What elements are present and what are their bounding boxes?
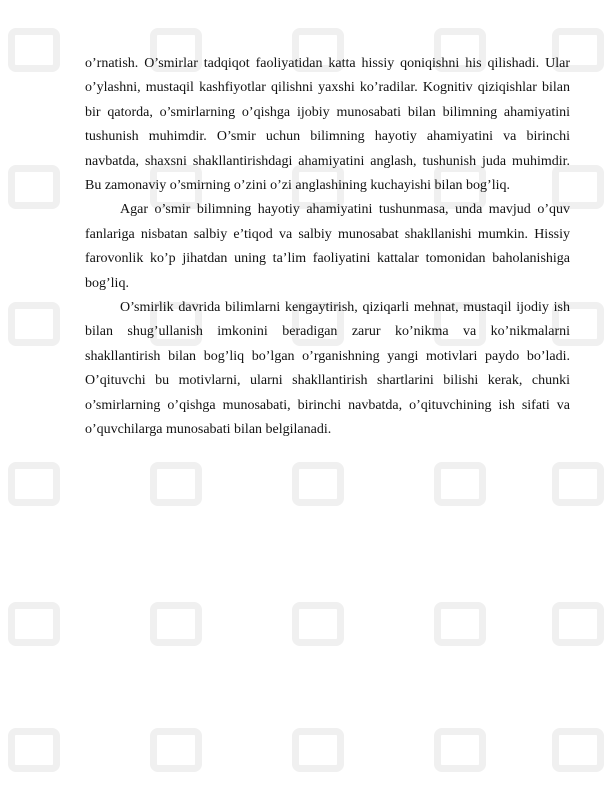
paragraph-3: O’smirlik davrida bilimlarni kengaytirish, qiziqarli mehnat, mustaqil ijodiy ish bilan shug’ullanish imkonini beradigan zarur ko’nikma va ko’nikmalarni shakllantirish bilan bog’liq bo’lgan o’rganishning yangi motivlari paydo bo’ladi. O’qituvchi bu motivlarni, ularni shakllantirish shartlarini bilishi kerak, chunki o’smirlarning o’qishga munosabati, birinchi navbatda, o’qituvchining ish sifati va o’quvchilarga munosabati bilan belgilanadi. xyxy=(85,300,570,438)
document-body xyxy=(85,52,570,443)
watermark-mark xyxy=(8,28,60,72)
paragraph-2: Agar o’smir bilimning hayotiy ahamiyatini tushunmasa, unda mavjud o’quv fanlariga nisbatan salbiy e’tiqod va salbiy munosabat shakllanishi mumkin. Hissiy farovonlik ko’p jihatdan uning ta’lim faoliyatini kattalar tomonidan baholanishiga bog’liq. xyxy=(85,202,570,291)
watermark-mark xyxy=(292,462,344,506)
paragraph-1: o’rnatish. O’smirlar tadqiqot faoliyatidan katta hissiy qoniqishni his qilishadi. Ular o’ylashni, mustaqil kashfiyotlar qilishni yaxshi ko’radilar. Kognitiv qiziqishlar bilan bir qatorda, o’smirlarning o’qishga ijobiy munosabati bilan bilimning ahamiyatini tushunish muhimdir. O’smir uchun bilimning hayotiy ahamiyatini va birinchi navbatda, shaxsni shakllantirishdagi ahamiyatini anglash, tushunish juda muhimdir. Bu zamonaviy o’smirning o’zini o’zi anglashining kuchayishi bilan bog’liq. xyxy=(85,56,570,194)
watermark-mark xyxy=(150,462,202,506)
watermark-mark xyxy=(292,728,344,772)
watermark-mark xyxy=(8,602,60,646)
watermark-mark xyxy=(434,728,486,772)
watermark-mark xyxy=(552,462,604,506)
watermark-mark xyxy=(8,302,60,346)
watermark-mark xyxy=(292,602,344,646)
watermark-mark xyxy=(434,462,486,506)
watermark-mark xyxy=(434,602,486,646)
watermark-mark xyxy=(8,165,60,209)
watermark-mark xyxy=(552,602,604,646)
watermark-mark xyxy=(552,728,604,772)
watermark-mark xyxy=(150,728,202,772)
watermark-mark xyxy=(8,728,60,772)
watermark-mark xyxy=(150,602,202,646)
watermark-mark xyxy=(8,462,60,506)
